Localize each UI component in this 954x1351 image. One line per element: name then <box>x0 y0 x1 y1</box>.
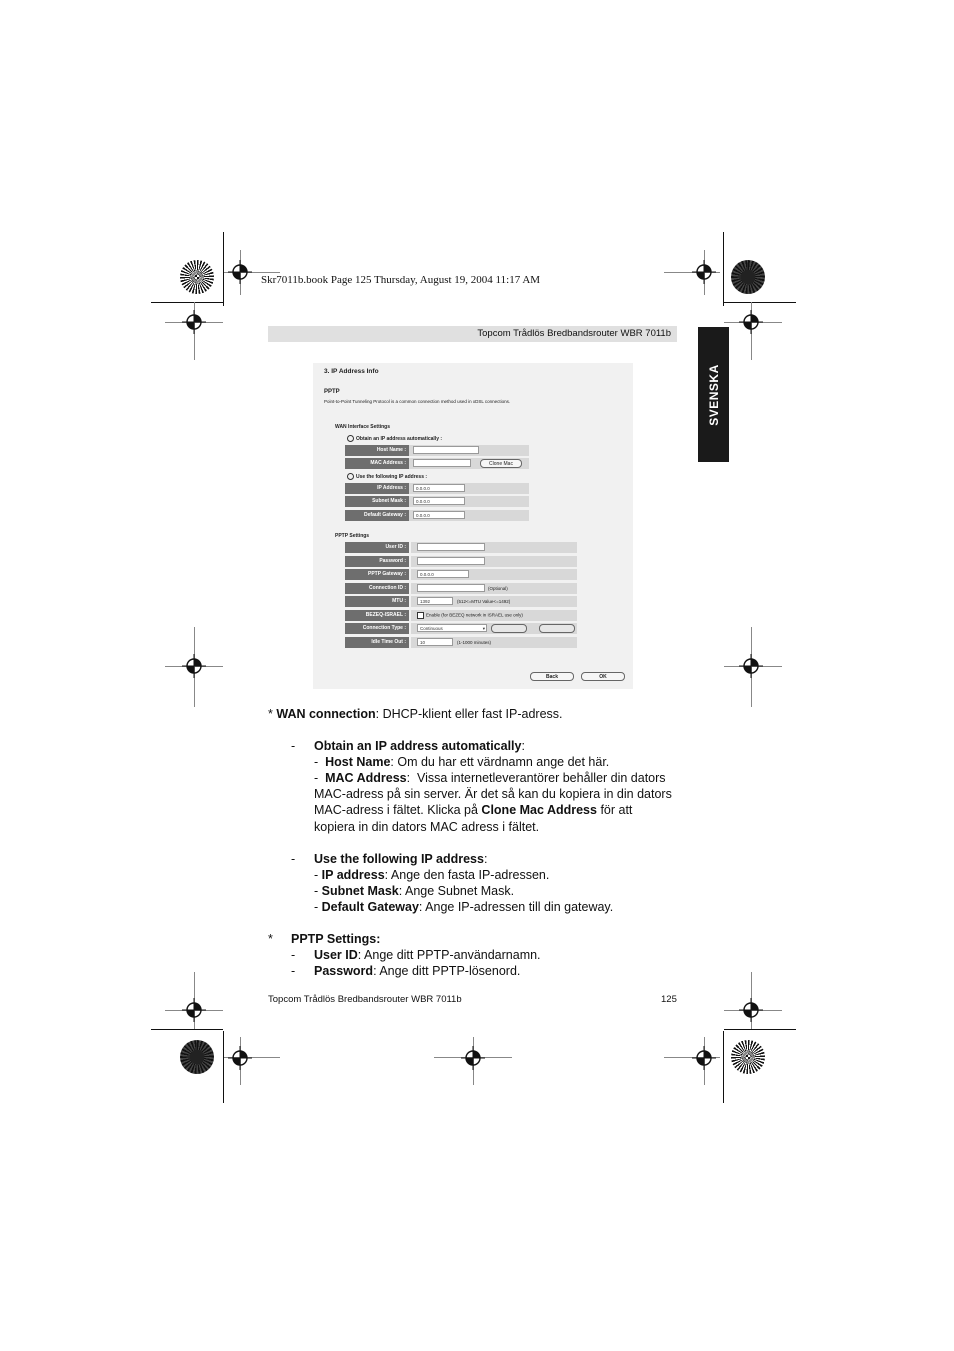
connection-id-label: Connection ID : <box>345 583 409 594</box>
color-starburst-icon <box>731 1040 765 1074</box>
registration-target-icon <box>228 260 252 284</box>
radio-icon[interactable] <box>347 473 354 480</box>
obtain-auto-option[interactable] <box>347 435 442 442</box>
registration-target-icon <box>739 654 763 678</box>
crop-mark <box>724 302 796 303</box>
use-following-item <box>314 851 487 867</box>
user-id-text: : Ange ditt PPTP-användarnamn. <box>357 948 541 962</box>
crop-mark <box>723 1031 724 1103</box>
ip-address-term: IP address <box>321 868 385 882</box>
dash: - <box>314 884 322 898</box>
mac-address-input[interactable] <box>413 459 471 467</box>
wan-settings-title: WAN Interface Settings <box>335 424 391 430</box>
bullet: * <box>268 707 277 721</box>
host-name-item <box>314 754 609 770</box>
connection-type-value: Continuous <box>420 626 443 631</box>
default-gateway-label: Default Gateway : <box>345 510 409 521</box>
mac-address-line4: kopiera in din dators MAC adress i fältet. <box>314 820 540 834</box>
connection-type-row <box>345 623 577 634</box>
crop-mark <box>223 1031 224 1103</box>
mac-address-line2: MAC-adress på sin server. Är det så kan du kopiera in din dators <box>314 787 672 801</box>
book-header: Skr7011b.book Page 125 Thursday, August 19, 2004 11:17 AM <box>261 274 541 286</box>
page-number: 125 <box>661 994 677 1005</box>
connection-id-row <box>345 583 577 594</box>
registration-target-icon <box>228 1046 252 1070</box>
connection-id-input[interactable] <box>417 584 485 592</box>
connection-type-label: Connection Type : <box>345 623 409 634</box>
mac-address-row <box>345 458 529 469</box>
mtu-hint: (512<=MTU Value<=1492) <box>457 599 511 604</box>
obtain-auto-label: Obtain an IP address automatically : <box>356 435 443 442</box>
idle-time-hint: (1-1000 minutes) <box>457 640 492 645</box>
use-following-term: Use the following IP address <box>314 852 484 866</box>
mtu-row <box>345 596 577 607</box>
ok-button[interactable]: OK <box>581 672 625 681</box>
registration-target-icon <box>739 310 763 334</box>
password-label: Password : <box>345 556 409 567</box>
connection-type-select[interactable] <box>417 624 487 632</box>
wan-connection-term: WAN connection <box>276 707 376 721</box>
registration-target-icon <box>182 998 206 1022</box>
password-row <box>345 556 577 567</box>
registration-target-icon <box>692 260 716 284</box>
language-tab-label: SVENSKA <box>706 363 721 426</box>
dash: - <box>314 755 326 769</box>
obtain-term: Obtain an IP address automatically <box>314 739 522 753</box>
back-button[interactable]: Back <box>530 672 574 681</box>
bezeq-option[interactable] <box>417 612 523 619</box>
crop-mark <box>724 1029 796 1030</box>
bezeq-label: BEZEQ-ISRAEL : <box>345 610 409 621</box>
default-gateway-text: : Ange IP-adressen till din gateway. <box>418 900 614 914</box>
host-name-label: Host Name : <box>345 445 409 456</box>
crop-mark <box>151 302 223 303</box>
mac-address-item <box>314 770 666 786</box>
idle-time-input[interactable]: 10 <box>417 638 453 646</box>
mac-address-line3 <box>314 802 632 818</box>
dash: - <box>314 900 322 914</box>
crop-mark <box>151 1029 223 1030</box>
pptp-gateway-row <box>345 569 577 580</box>
connect-button[interactable] <box>491 624 527 633</box>
host-name-text: : Om du har ett värdnamn ange det här. <box>390 755 610 769</box>
user-id-dash: - <box>291 948 296 962</box>
registration-target-icon <box>461 1046 485 1070</box>
color-starburst-icon <box>180 260 214 294</box>
crop-mark <box>223 232 224 306</box>
host-name-input[interactable] <box>413 446 479 454</box>
mac-line3-text-end: för att <box>596 803 633 817</box>
checkbox-icon[interactable] <box>417 612 424 619</box>
registration-target-icon <box>739 998 763 1022</box>
idle-time-label: Idle Time Out : <box>345 637 409 648</box>
user-id-item <box>314 947 541 963</box>
router-screenshot <box>313 363 633 689</box>
clone-mac-term: Clone Mac Address <box>481 803 597 817</box>
mac-address-label: MAC Address : <box>345 458 409 469</box>
mtu-label: MTU : <box>345 596 409 607</box>
use-dash: - <box>291 852 296 866</box>
running-header-text: Topcom Trådlös Bredbandsrouter WBR 7011b <box>477 328 671 339</box>
pptp-settings-title: PPTP Settings <box>335 533 370 539</box>
default-gateway-input[interactable]: 0.0.0.0 <box>413 511 465 519</box>
subnet-mask-term: Subnet Mask <box>321 884 399 898</box>
ip-address-text: : Ange den fasta IP-adressen. <box>384 868 550 882</box>
use-following-label: Use the following IP address : <box>356 473 428 480</box>
bezeq-row <box>345 610 577 621</box>
disconnect-button[interactable] <box>539 624 575 633</box>
language-tab <box>698 327 729 462</box>
obtain-dash: - <box>291 739 296 753</box>
user-id-row <box>345 542 577 553</box>
chevron-down-icon: ▾ <box>482 626 485 631</box>
user-id-label: User ID : <box>345 542 409 553</box>
default-gateway-term: Default Gateway <box>321 900 419 914</box>
screenshot-heading: PPTP <box>324 389 340 395</box>
subnet-mask-label: Subnet Mask : <box>345 496 409 507</box>
user-id-input[interactable] <box>417 543 485 551</box>
radio-icon[interactable] <box>347 435 354 442</box>
password-text: : Ange ditt PPTP-lösenord. <box>373 964 521 978</box>
subnet-mask-text: : Ange Subnet Mask. <box>398 884 515 898</box>
ip-address-input[interactable]: 0.0.0.0 <box>413 484 465 492</box>
footer-title: Topcom Trådlös Bredbandsrouter WBR 7011b <box>268 994 462 1005</box>
subnet-mask-row <box>345 496 529 507</box>
wan-connection-item <box>268 706 563 722</box>
wan-connection-text: : DHCP-klient eller fast IP-adress. <box>375 707 563 721</box>
clone-mac-button[interactable]: Clone Mac <box>480 459 522 468</box>
screenshot-section-title: 3. IP Address Info <box>324 368 379 375</box>
pptp-gateway-label: PPTP Gateway : <box>345 569 409 580</box>
use-following-option[interactable] <box>347 473 427 480</box>
password-term: Password <box>314 964 374 978</box>
ip-address-row <box>345 483 529 494</box>
pptp-gateway-input[interactable]: 0.0.0.0 <box>417 570 469 578</box>
mac-address-text: : Vissa internetleverantörer behåller din dators <box>406 771 666 785</box>
host-name-row <box>345 445 529 456</box>
registration-target-icon <box>692 1046 716 1070</box>
dash: - <box>314 771 326 785</box>
ip-address-item <box>314 867 549 883</box>
pptp-settings-item <box>291 931 380 947</box>
registration-target-icon <box>182 310 206 334</box>
colon: : <box>521 739 525 753</box>
bezeq-hint: Enable (for BEZEQ network in ISRAEL use only) <box>426 612 523 618</box>
subnet-mask-input[interactable]: 0.0.0.0 <box>413 497 465 505</box>
dash: - <box>314 868 322 882</box>
default-gateway-row <box>345 510 529 521</box>
connection-id-hint: (Optional) <box>488 586 508 591</box>
default-gateway-item <box>314 899 613 915</box>
pptp-bullet: * <box>268 932 273 946</box>
color-starburst-icon <box>180 1040 214 1074</box>
idle-time-row <box>345 637 577 648</box>
ip-address-label: IP Address : <box>345 483 409 494</box>
mac-address-term: MAC Address <box>325 771 407 785</box>
password-dash: - <box>291 964 296 978</box>
crop-mark <box>723 232 724 306</box>
mac-line3-text: MAC-adress i fältet. Klicka på <box>314 803 482 817</box>
colon: : <box>483 852 488 866</box>
screenshot-description: Point-to-Point Tunneling Protocol is a common connection method used in xDSL connections. <box>324 399 511 404</box>
registration-target-icon <box>182 654 206 678</box>
running-header <box>268 326 677 342</box>
subnet-mask-item <box>314 883 514 899</box>
obtain-item <box>314 738 525 754</box>
pptp-settings-term: PPTP Settings: <box>291 932 381 946</box>
password-item <box>314 963 520 979</box>
mtu-input[interactable]: 1392 <box>417 597 453 605</box>
user-id-term: User ID <box>314 948 358 962</box>
password-input[interactable] <box>417 557 485 565</box>
host-name-term: Host Name <box>325 755 391 769</box>
color-starburst-icon <box>731 260 765 294</box>
